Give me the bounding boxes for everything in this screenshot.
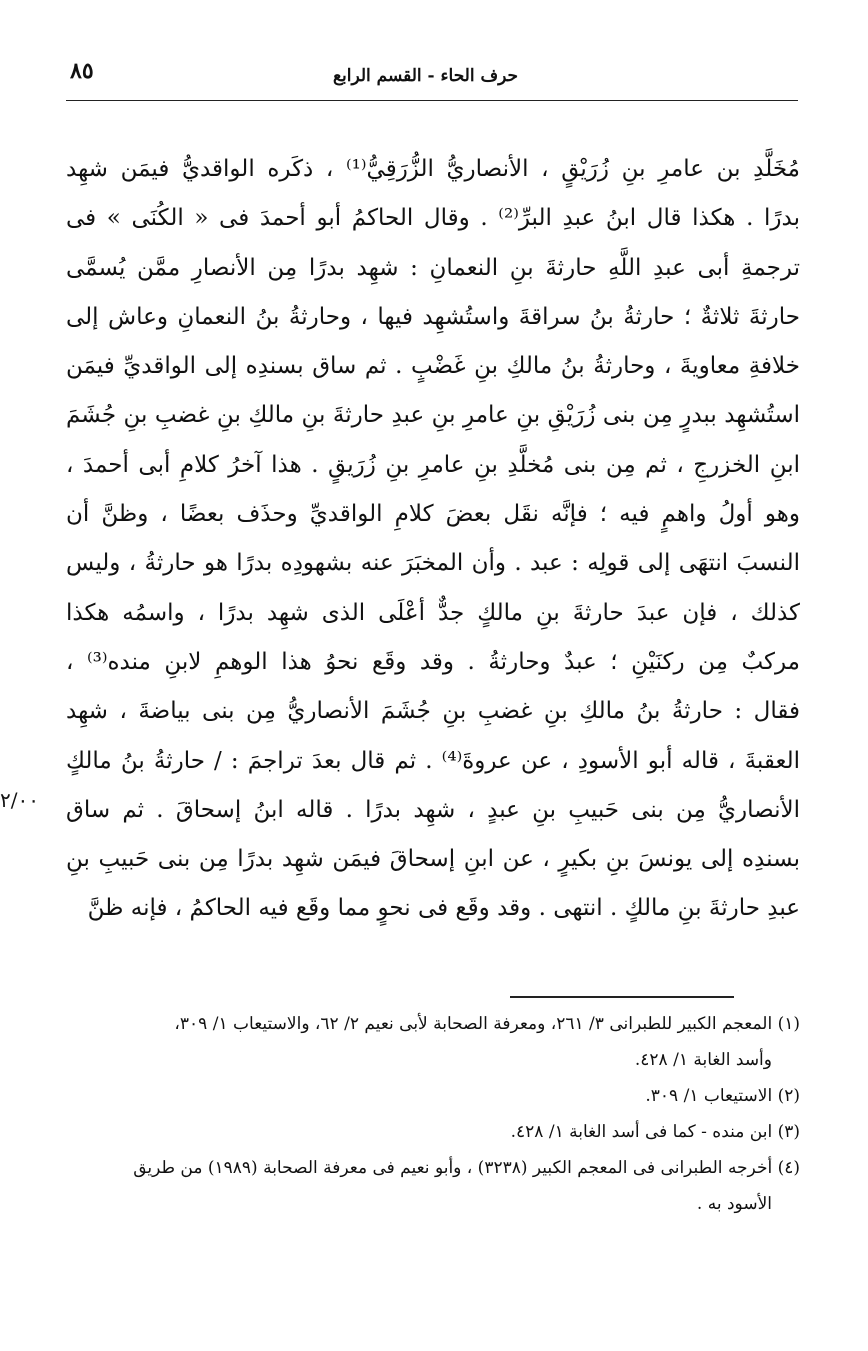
footnote-line: (٣) ابن منده - كما فى أسد الغابة ١/ ٤٢٨.: [510, 1122, 800, 1142]
header-rule: [66, 100, 798, 101]
body-line: عبدِ حارثةَ بنِ مالكٍ . انتهى . وقد وقَع فى نحوٍ مما وقَع فيه الحاكمُ ، فإنه ظنَّ: [87, 895, 800, 922]
footnote-line: الأسود به .: [696, 1194, 772, 1214]
body-line: الأنصاريُّ مِن بنى حَبيبِ بنِ عبدٍ ، شهِد بدرًا . قاله ابنُ إسحاقَ . ثم ساق: [66, 796, 800, 823]
body-line: ترجمةِ أبى عبدِ اللَّهِ حارثةَ بنِ النعمانِ : شهِد بدرًا مِن الأنصارِ ممَّن يُسمَّى: [66, 254, 800, 281]
body-line: بسندِه إلى يونسَ بنِ بكيرٍ ، عن ابنِ إسحاقَ فيمَن شهِد بدرًا مِن بنى حَبيبِ بنِ: [66, 846, 800, 873]
body-line: خلافةِ معاويةَ ، وحارثةُ بنُ مالكِ بنِ غَضْبٍ . ثم ساق بسندِه إلى الواقديِّ فيمَن: [66, 353, 800, 380]
body-line: العقبةَ ، قاله أبو الأسودِ ، عن عروةَ⁽⁴⁾ . ثم قال بعدَ تراجمَ : / حارثةُ بنُ مالكٍ: [66, 747, 800, 774]
body-line: مُخَلَّدِ بن عامرِ بنِ زُرَيْقٍ ، الأنصاريُّ الزُّرَقِيُّ⁽¹⁾ ، ذكَره الواقديُّ فيمَن شهِد: [66, 156, 800, 182]
body-text: [66, 148, 800, 937]
body-line: مركبٌ مِن ركنَيْنِ ؛ عبدٌ وحارثةُ . وقد وقَع نحوُ هذا الوهمِ لابنِ منده⁽³⁾ ،: [66, 648, 800, 675]
running-head: حرف الحاء - القسم الرابع: [332, 66, 518, 86]
body-line: النسبَ انتهَى إلى قولِه : عبد . وأن المخبَرَ عنه بشهودِه بدرًا هو حارثةُ ، وليس: [66, 550, 800, 577]
body-line: ابنِ الخزرجِ ، ثم مِن بنى مُخلَّدِ بنِ عامرِ بنِ زُرَيقٍ . هذا آخرُ كلامِ أبى أحمدَ ،: [66, 451, 800, 478]
body-line: حارثةَ ثلاثةٌ ؛ حارثةُ بنُ سراقةَ واستُشهِد فيها ، وحارثةُ بنُ النعمانِ وعاش إلى: [66, 303, 800, 330]
footnote-rule: [510, 996, 734, 998]
footnote-line: (٢) الاستيعاب ١/ ٣٠٩.: [645, 1086, 800, 1106]
body-line: فقال : حارثةُ بنُ مالكِ بنِ غضبِ بنِ جُشَمَ الأنصاريُّ مِن بنى بياضةَ ، شهِد: [66, 698, 800, 725]
margin-page-reference: ٢/٠٠: [0, 788, 39, 812]
footnote-line: وأسد الغابة ١/ ٤٢٨.: [634, 1050, 772, 1070]
body-line: وهو أولُ واهمٍ فيه ؛ فإنَّه نقَل بعضَ كلامِ الواقديِّ وحذَف بعضًا ، وظنَّ أن: [66, 501, 800, 528]
footnote-line: (٤) أخرجه الطبرانى فى المعجم الكبير (٣٢٣٨) ، وأبو نعيم فى معرفة الصحابة (١٩٨٩) من طريق: [133, 1158, 800, 1178]
footnotes: [66, 1008, 800, 1224]
body-line: استُشهِد ببدرٍ مِن بنى زُرَيْقِ بنِ عامرِ بنِ عبدِ حارثةَ بنِ مالكِ بنِ غضبِ بنِ جُشَمَ: [66, 402, 800, 429]
body-line: بدرًا . هكذا قال ابنُ عبدِ البرِّ⁽²⁾ . وقال الحاكمُ أبو أحمدَ فى « الكُنَى » فى: [66, 205, 800, 232]
body-line: كذلك ، فإن عبدَ حارثةَ بنِ مالكٍ جدٌّ أعْلَى الذى شهِد بدرًا ، واسمُه هكذا: [66, 599, 800, 626]
page-number: ٨٥: [70, 58, 94, 84]
footnote-line: (١) المعجم الكبير للطبرانى ٣/ ٢٦١، ومعرفة الصحابة لأبى نعيم ٢/ ٦٢، والاستيعاب ١/ ٣٠٩،: [174, 1014, 800, 1034]
